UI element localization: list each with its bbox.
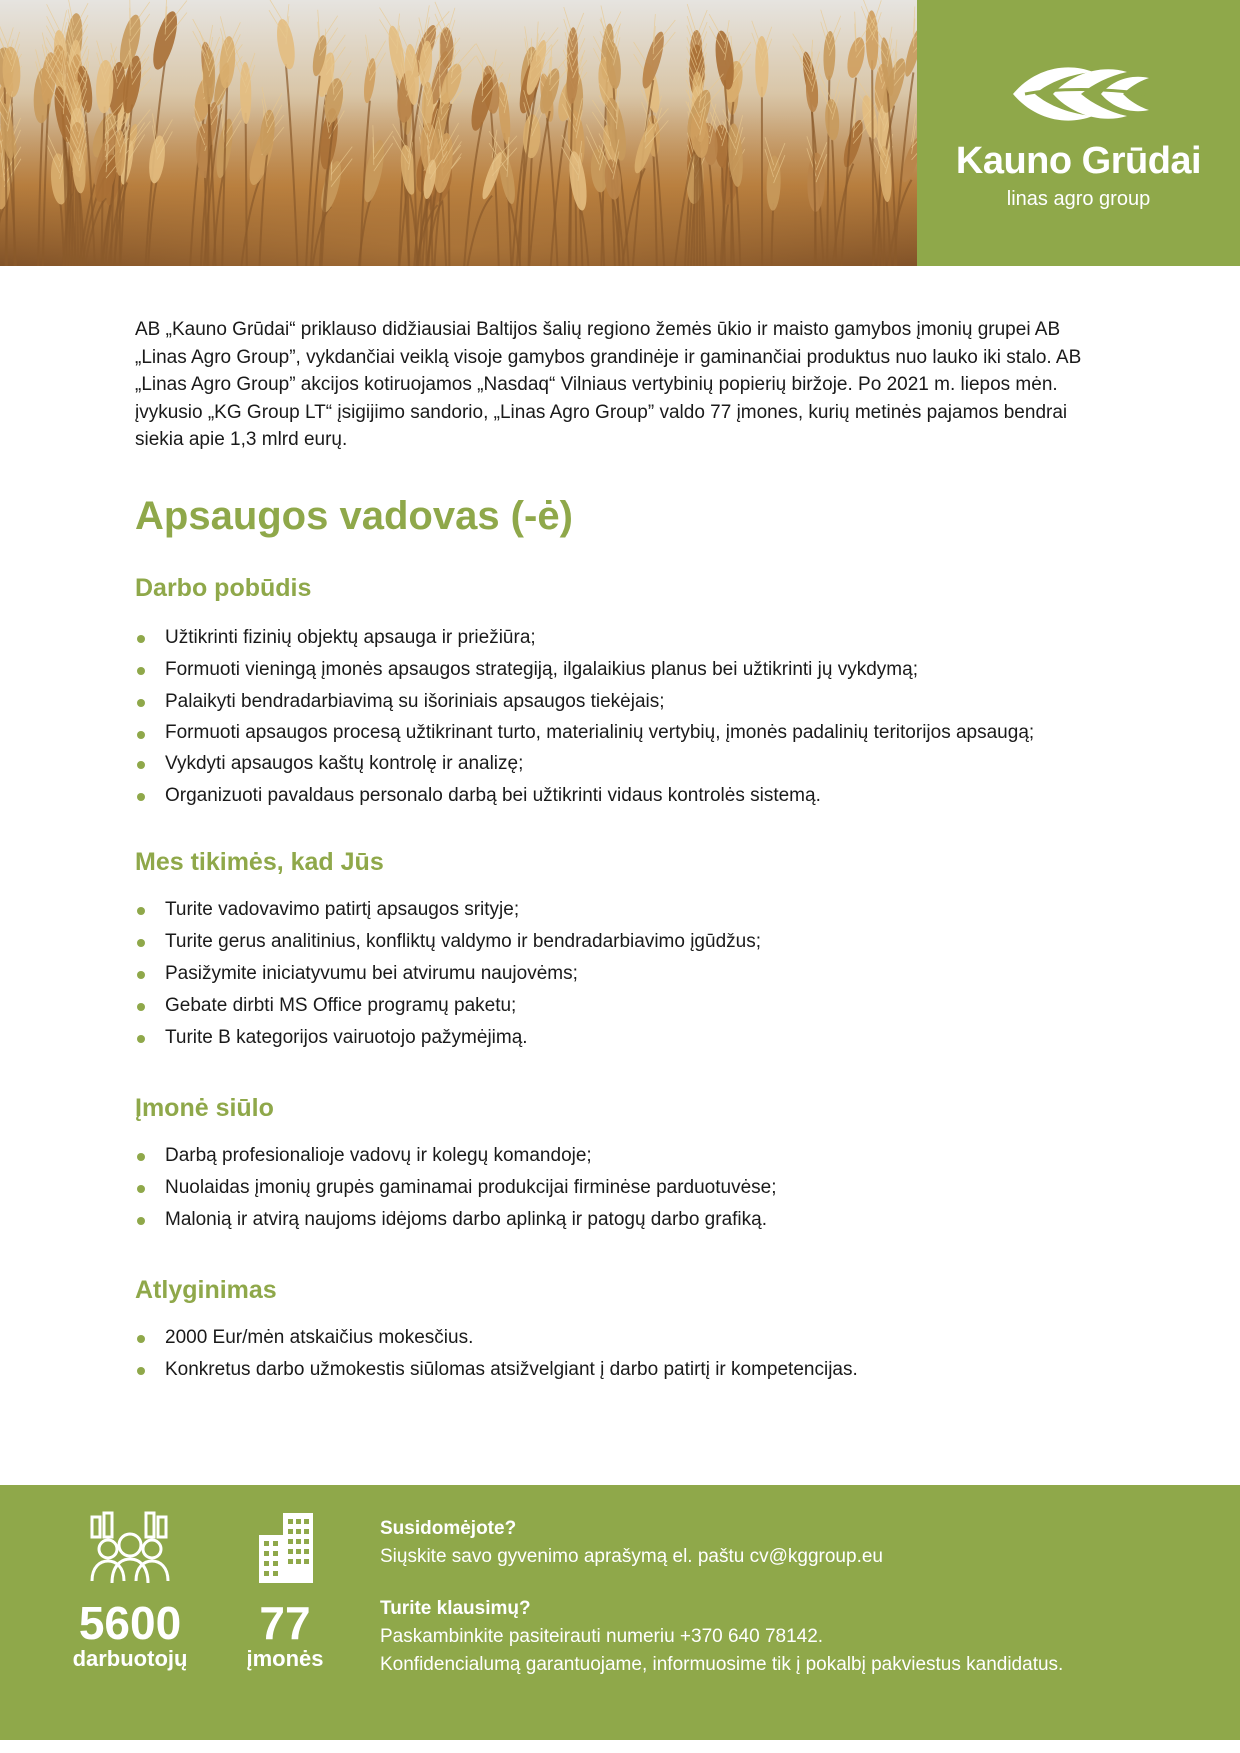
section-heading-darbo-pobudis: Darbo pobūdis xyxy=(135,573,312,602)
list-item: Vykdyti apsaugos kaštų kontrolę ir analizę; xyxy=(135,748,1095,780)
list-item: Darbą profesionalioje vadovų ir kolegų komandoje; xyxy=(135,1140,1095,1172)
list-item: Formuoti apsaugos procesą užtikrinant turto, materialinių vertybių, įmonės padalinių teritorijos apsaugą; xyxy=(135,718,1095,748)
contact-question-1: Susidomėjote? xyxy=(380,1518,517,1539)
leaf-logo-icon xyxy=(1005,58,1155,130)
duties-list xyxy=(135,622,1095,812)
wheat-field-image xyxy=(0,0,917,266)
list-item: Turite vadovavimo patirtį apsaugos srityje; xyxy=(135,894,1095,926)
contact-email-line: Siųskite savo gyvenimo aprašymą el. paštu cv@kggroup.eu xyxy=(380,1546,883,1567)
company-intro: AB „Kauno Grūdai“ priklauso didžiausiai Baltijos šalių regiono žemės ūkio ir maisto gamybos įmonių grupei AB „Linas Agro Group”, vykdančiai veiklą visoje gamybos grandinėje ir gaminančiai produktus nuo lauko iki stalo. AB „Linas Agro Group” akcijos kotiruojamos „Nasdaq“ Vilniaus vertybinių popierių biržoje. Po 2021 m. liepos mėn. įvykusio „KG Group LT“ įsigijimo sandorio, „Linas Agro Group” valdo 77 įmones, kurių metinės pajamos bendrai siekia apie 1,3 mlrd eurų. xyxy=(135,319,1082,450)
contact-confidentiality-line: Konfidencialumą garantuojame, informuosime tik į pokalbį pakviestus kandidatus. xyxy=(380,1654,1064,1675)
contact-block xyxy=(380,1515,1063,1679)
footer-banner xyxy=(0,1485,1240,1740)
stat-employees xyxy=(60,1511,200,1671)
buildings-icon xyxy=(253,1511,317,1585)
list-item: Formuoti vieningą įmonės apsaugos strategiją, ilgalaikius planus bei užtikrinti jų vykdymą; xyxy=(135,654,1095,686)
job-ad-content xyxy=(135,316,1095,1386)
requirements-list xyxy=(135,894,1095,1054)
list-item: Nuolaidas įmonių grupės gaminamai produkcijai firminėse parduotuvėse; xyxy=(135,1172,1095,1204)
header-banner xyxy=(0,0,1240,266)
list-item: Turite B kategorijos vairuotojo pažymėjimą. xyxy=(135,1022,1095,1054)
list-item: Organizuoti pavaldaus personalo darbą bei užtikrinti vidaus kontrolės sistemą. xyxy=(135,780,1095,812)
salary-list xyxy=(135,1322,1095,1386)
logo-panel xyxy=(917,0,1240,266)
stat-companies xyxy=(230,1511,340,1671)
employees-count: 5600 xyxy=(78,1597,182,1649)
contact-question-2: Turite klausimų? xyxy=(380,1598,531,1619)
list-item: Konkretus darbo užmokestis siūlomas atsižvelgiant į darbo patirtį ir kompetencijas. xyxy=(135,1354,1095,1386)
companies-label: įmonės xyxy=(246,1646,324,1671)
list-item: Palaikyti bendradarbiavimą su išoriniais apsaugos tiekėjais; xyxy=(135,686,1095,718)
list-item: Malonią ir atvirą naujoms idėjoms darbo aplinką ir patogų darbo grafiką. xyxy=(135,1204,1095,1236)
people-icon xyxy=(88,1511,172,1585)
section-heading-atlyginimas: Atlyginimas xyxy=(135,1275,277,1304)
offer-list xyxy=(135,1140,1095,1236)
brand-name: Kauno Grūdai xyxy=(955,140,1202,182)
list-item: Pasižymite iniciatyvumu bei atvirumu naujovėms; xyxy=(135,958,1095,990)
list-item: Gebate dirbti MS Office programų paketu; xyxy=(135,990,1095,1022)
companies-count: 77 xyxy=(259,1597,311,1649)
list-item: 2000 Eur/mėn atskaičius mokesčius. xyxy=(135,1322,1095,1354)
contact-phone-line: Paskambinkite pasiteirauti numeriu +370 640 78142. xyxy=(380,1626,824,1647)
list-item: Užtikrinti fizinių objektų apsauga ir priežiūra; xyxy=(135,622,1095,654)
job-title: Apsaugos vadovas (-ė) xyxy=(135,493,573,538)
brand-subtitle: linas agro group xyxy=(1006,188,1151,210)
section-heading-imone-siulo: Įmonė siūlo xyxy=(135,1093,274,1122)
list-item: Turite gerus analitinius, konfliktų valdymo ir bendradarbiavimo įgūdžus; xyxy=(135,926,1095,958)
section-heading-tikimes: Mes tikimės, kad Jūs xyxy=(135,847,384,876)
bottom-margin xyxy=(0,1740,1240,1753)
employees-label: darbuotojų xyxy=(72,1646,188,1671)
